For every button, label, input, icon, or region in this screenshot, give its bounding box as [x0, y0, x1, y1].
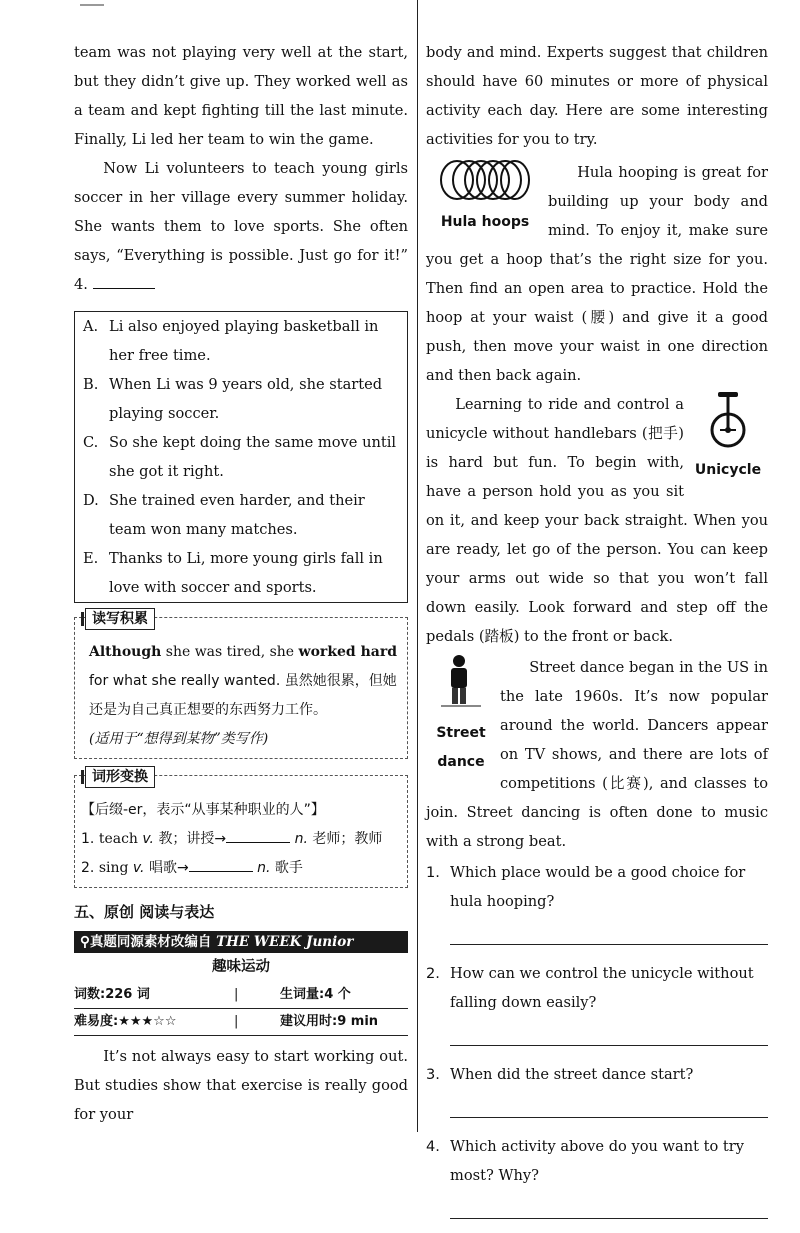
- source-banner: ⚲真题同源素材改编自 THE WEEK Junior: [74, 931, 408, 953]
- hula-text: Hula hooping is great for building up your body and mind. To enjoy it, make sure you get a hoop that’s the right size for you. Then find an open area to practice. Hold the hoop at your waist (腰) and give it a good push, then move your waist in one direction and then back again.: [426, 164, 768, 384]
- dancer-icon: [439, 653, 483, 709]
- passage-text: Now Li volunteers to teach young girls soccer in her village every summer holiday. She wants them to love sports. She often says, “Everything is possible. Just go for it!” 4.: [74, 160, 408, 293]
- box-text-rest: for what she really wanted. 虽然她很累，但她还是为自己真正想要的东西努力工作。: [89, 673, 397, 718]
- meta-row-2: 难易度:★★★☆☆ | 建议用时:9 min: [74, 1009, 408, 1036]
- hula-label: Hula hoops: [440, 214, 530, 230]
- street-dance-text: Street dance began in the US in the late 1960s. It’s now popular around the world. Dancers appear on TV shows, and there are lots of competitions (比赛), and classes to join. Street dancing is often done to music with a strong beat.: [426, 659, 768, 850]
- option-e[interactable]: [83, 544, 397, 602]
- reading-writing-box: [74, 611, 408, 759]
- unicycle-section: [426, 390, 768, 651]
- bold-phrase: worked hard: [298, 644, 397, 660]
- passage-title: 趣味运动: [212, 959, 270, 975]
- unicycle-icon: [704, 390, 752, 450]
- question-4: 4. Which activity above do you want to try most? Why?: [426, 1138, 744, 1184]
- unicycle-text: Learning to ride and control a unicycle without handlebars (把手) is hard but fun. To begin with, have a person hold you as you sit on it, and keep your back straight. When you are ready, let go of the person. You can keep your arms out wide so that you won’t fall down easily. Look forward and step off the pedals (踏板) to the front or back.: [426, 396, 768, 645]
- option-a[interactable]: [83, 312, 397, 370]
- options-box: [74, 311, 408, 603]
- answer-line-1[interactable]: [450, 922, 768, 945]
- box-tag: 读写积累: [85, 608, 155, 630]
- question-3: 3. When did the street dance start?: [426, 1066, 694, 1083]
- box-tag: 词形变换: [85, 766, 155, 788]
- option-d[interactable]: [83, 486, 397, 544]
- right-column: [426, 38, 768, 1233]
- question-1: 1. Which place would be a good choice for hula hooping?: [426, 864, 746, 910]
- hula-figure: [426, 158, 544, 238]
- street-dance-section: [426, 653, 768, 856]
- street-dance-figure: [426, 653, 496, 771]
- street-label: Street: [436, 725, 486, 741]
- option-text: So she kept doing the same move until she got it right.: [109, 434, 397, 480]
- option-key: A.: [83, 318, 99, 335]
- word-form-box: [74, 769, 408, 888]
- left-column: [74, 38, 408, 1129]
- rule-text: 【后缀-er，表示“从事某种职业的人”】: [81, 802, 325, 818]
- top-mark: [80, 4, 104, 6]
- unicycle-label: Unicycle: [694, 462, 762, 478]
- passage-paragraph-now: [74, 154, 408, 299]
- option-key: B.: [83, 376, 99, 393]
- search-icon: ⚲: [80, 934, 90, 950]
- box-note: (适用于“想得到某物”类写作): [89, 731, 269, 747]
- hula-section: [426, 158, 768, 390]
- answer-line-3[interactable]: [450, 1095, 768, 1118]
- option-key: D.: [83, 492, 99, 509]
- unicycle-figure: [688, 390, 768, 480]
- bold-word: Although: [89, 644, 162, 660]
- box-content: [89, 638, 401, 754]
- word-item-2: 2. sing v. 唱歌→ n. 歌手: [81, 854, 401, 883]
- hula-hoop-icon: [437, 158, 533, 202]
- option-c[interactable]: [83, 428, 397, 486]
- question-2: 2. How can we control the unicycle without falling down easily?: [426, 965, 754, 1011]
- word-item-1: 1. teach v. 教；讲授→ n. 老师；教师: [81, 825, 401, 854]
- answer-blank-4[interactable]: [93, 274, 155, 289]
- answer-line-2[interactable]: [450, 1023, 768, 1046]
- option-text: Li also enjoyed playing basketball in her free time.: [109, 318, 379, 364]
- option-key: E.: [83, 550, 99, 567]
- option-text: Thanks to Li, more young girls fall in love with soccer and sports.: [109, 550, 383, 596]
- answer-blank-singer[interactable]: [189, 857, 253, 872]
- passage-paragraph: team was not playing very well at the start, but they didn’t give up. They worked well as a team and kept fighting till the last minute. Finally, Li led her team to win the game.: [74, 44, 408, 148]
- answer-blank-teacher[interactable]: [226, 828, 290, 843]
- option-text: When Li was 9 years old, she started playing soccer.: [109, 376, 383, 422]
- option-key: C.: [83, 434, 99, 451]
- dance-label: dance: [437, 754, 485, 770]
- passage-intro: It’s not always easy to start working out. But studies show that exercise is really good for your: [74, 1048, 408, 1123]
- column-divider: [417, 0, 418, 1132]
- passage-intro-cont: body and mind. Experts suggest that children should have 60 minutes or more of physical activity each day. Here are some interesting activities for you to try.: [426, 44, 768, 148]
- box-text: she was tired, she: [161, 644, 299, 660]
- option-b[interactable]: [83, 370, 397, 428]
- section-heading: 五、原创 阅读与表达: [74, 903, 215, 921]
- answer-line-4[interactable]: [450, 1196, 768, 1219]
- box-content: [81, 796, 401, 883]
- meta-row-1: 词数:226 词 | 生词量:4 个: [74, 982, 408, 1009]
- option-text: She trained even harder, and their team won many matches.: [109, 492, 365, 538]
